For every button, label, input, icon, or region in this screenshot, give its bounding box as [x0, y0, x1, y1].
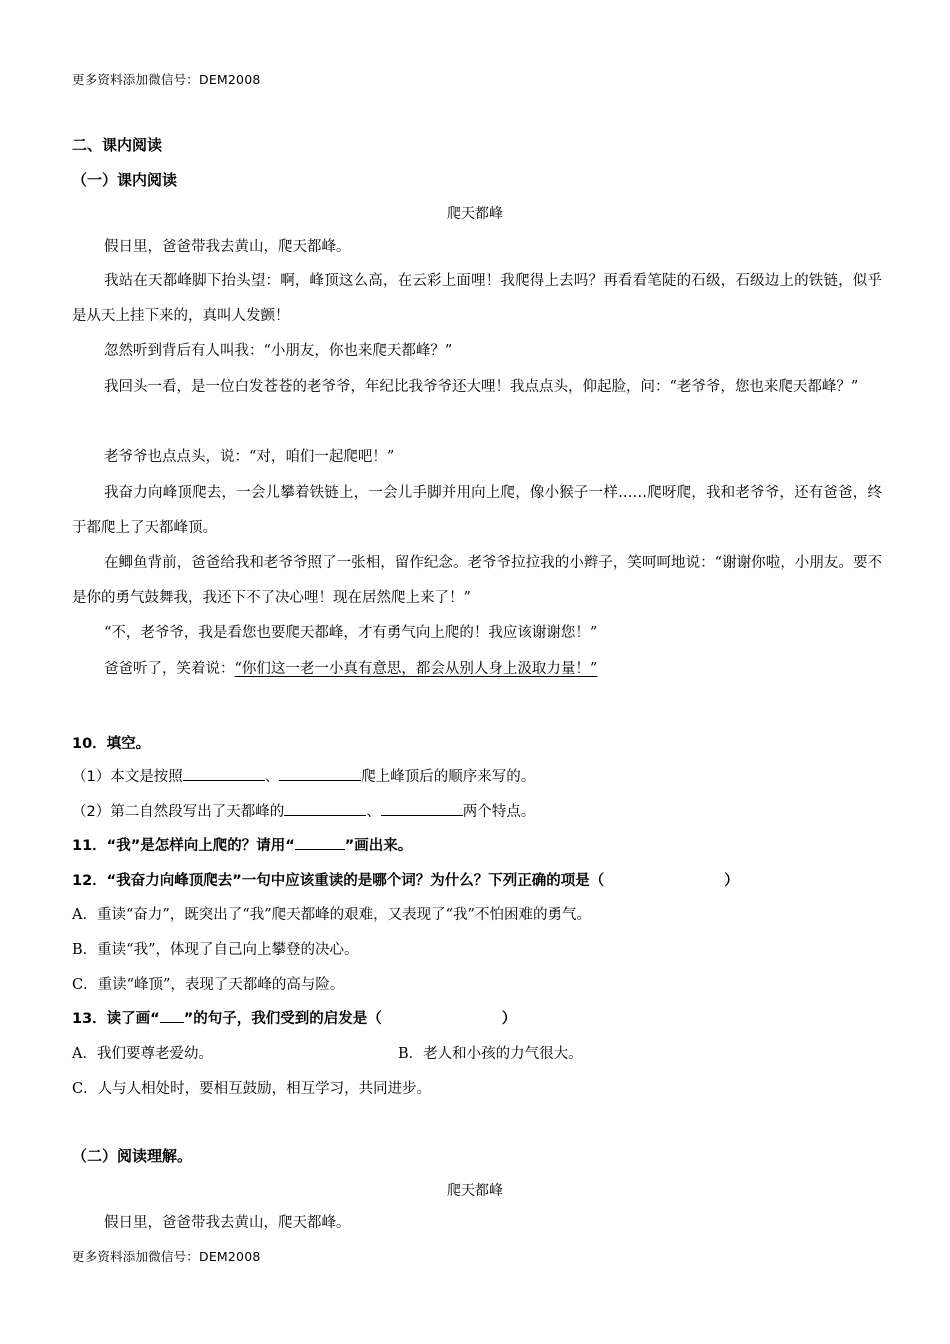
q11-line-sample: [295, 837, 345, 850]
q13-close: ）: [501, 1011, 517, 1027]
question-11: [72, 834, 892, 855]
q13-option-a[interactable]: A．我们要尊老爱幼。: [72, 1046, 213, 1062]
q12-option-a[interactable]: A．重读“奋力”，既突出了“我”爬天都峰的艰难，又表现了“我”不怕困难的勇气。: [72, 907, 591, 923]
q10-2-text-c: 两个特点。: [462, 804, 536, 820]
q10-2-text-a: （2）第二自然段写出了天都峰的: [72, 804, 285, 820]
subsection-title: （一）课内阅读: [72, 171, 178, 189]
q13-option-b[interactable]: B．老人和小孩的力气很大。: [398, 1046, 583, 1062]
paragraph-1: 假日里，爸爸带我去黄山，爬天都峰。: [104, 239, 351, 255]
paragraph-8: “不，老爷爷，我是看您也要爬天都峰，才有勇气向上爬的！我应该谢谢您！”: [104, 625, 598, 641]
question-10-1: [72, 765, 892, 786]
q11-text-a: 11．“我”是怎样向上爬的？请用“: [72, 838, 295, 854]
q11-text-b: ”画出来。: [344, 838, 413, 854]
paragraph-3: 忽然听到背后有人叫我：“小朋友，你也来爬天都峰？”: [104, 343, 453, 359]
question-10-title: 10．填空。: [72, 736, 151, 752]
paragraph-9-prefix: 爸爸听了，笑着说：: [104, 661, 235, 677]
footer-note: 更多资料添加微信号：DEM2008: [72, 1249, 261, 1264]
q10-1-blank-1[interactable]: [183, 766, 265, 781]
q13-text-a: 13．读了画“: [72, 1011, 160, 1027]
q10-1-text-b: 、: [264, 769, 280, 785]
paragraph-4: 我回头一看，是一位白发苍苍的老爷爷，年纪比我爷爷还大哩！我点点头，仰起脸，问：“老爷爷，您也来爬天都峰？”: [104, 379, 859, 395]
paragraph-7: 在鲫鱼背前，爸爸给我和老爷爷照了一张相，留作纪念。老爷爷拉拉我的小辫子，笑呵呵地说：“谢谢你啦，小朋友。要不是你的勇气鼓舞我，我还下不了决心哩！现在居然爬上来了！”: [72, 555, 882, 606]
paragraph-5: 老爷爷也点点头，说：“对，咱们一起爬吧！”: [104, 449, 395, 465]
q12-option-b[interactable]: B．重读“我”，体现了自己向上攀登的决心。: [72, 942, 359, 958]
question-13: [72, 1007, 892, 1028]
header-note: 更多资料添加微信号：DEM2008: [72, 72, 261, 87]
paragraph-2: 我站在天都峰脚下抬头望：啊，峰顶这么高，在云彩上面哩！我爬得上去吗？再看看笔陡的石级，石级边上的铁链，似乎是从天上挂下来的，真叫人发颤！: [72, 273, 882, 324]
q13-line-sample: [160, 1010, 184, 1023]
section-title: 二、课内阅读: [72, 136, 163, 154]
q10-1-blank-2[interactable]: [279, 766, 361, 781]
paragraph-6: 我奋力向峰顶爬去，一会儿攀着铁链上，一会儿手脚并用向上爬，像小猴子一样……爬呀爬，我和老爷爷，还有爸爸，终于都爬上了天都峰顶。: [72, 485, 882, 536]
q10-1-text-c: 爬上峰顶后的顺序来写的。: [361, 769, 536, 785]
q12-option-c[interactable]: C．重读“峰顶”，表现了天都峰的高与险。: [72, 977, 345, 993]
q12-close: ）: [724, 873, 739, 889]
story-title-2: 爬天都峰: [447, 1183, 503, 1199]
q12-text: 12．“我奋力向峰顶爬去”一句中应该重读的是哪个词？为什么？下列正确的项是（: [72, 873, 605, 889]
q10-2-blank-1[interactable]: [284, 801, 366, 816]
subsection-2-title: （二）阅读理解。: [72, 1147, 193, 1165]
paragraph-9: [72, 652, 882, 687]
q10-2-blank-2[interactable]: [381, 801, 463, 816]
question-12: [72, 869, 892, 890]
q10-1-text-a: （1）本文是按照: [72, 769, 183, 785]
q13-option-c[interactable]: C．人与人相处时，要相互鼓励，相互学习，共同进步。: [72, 1081, 432, 1097]
question-10-2: [72, 800, 892, 821]
section2-paragraph-1: 假日里，爸爸带我去黄山，爬天都峰。: [104, 1215, 351, 1231]
q10-2-text-b: 、: [366, 804, 381, 820]
underlined-sentence: “你们这一老一小真有意思，都会从别人身上汲取力量！”: [234, 661, 598, 677]
story-title: 爬天都峰: [447, 206, 503, 222]
q13-text-b: ”的句子，我们受到的启发是（: [183, 1011, 382, 1027]
